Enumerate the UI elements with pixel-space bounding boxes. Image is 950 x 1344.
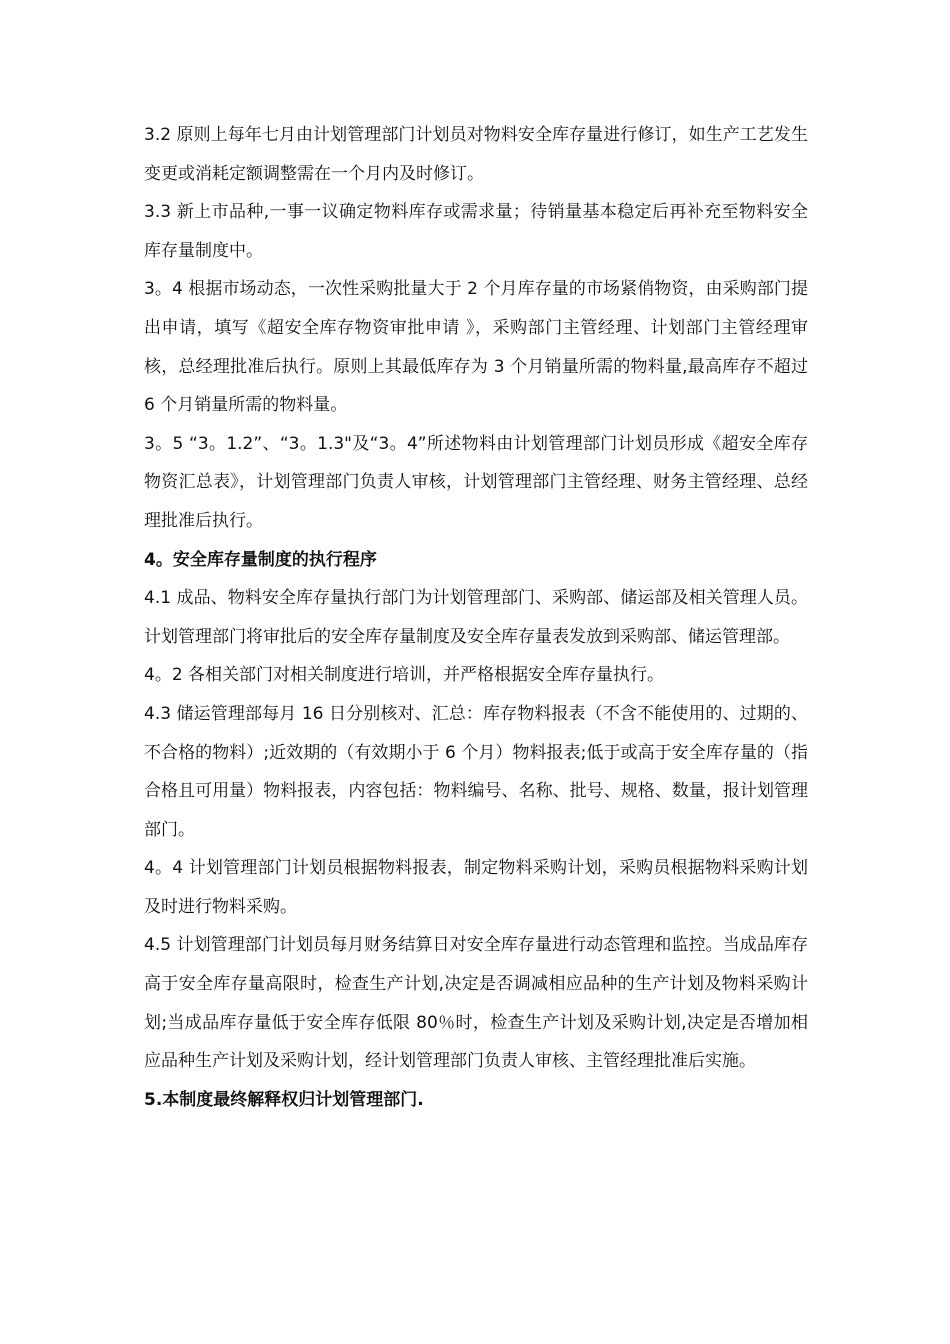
paragraph-3-4: 3。4 根据市场动态，一次性采购批量大于 2 个月库存量的市场紧俏物资，由采购部门提出申请，填写《超安全库存物资审批申请 》，采购部门主管经理、计划部门主管经理审核，总经理批准后执行。原则上其最低库存为 3 个月销量所需的物料量,最高库存不超过 6 个月销量所需的物料量。 <box>144 279 808 416</box>
document-body <box>144 116 808 1119</box>
paragraph-4-5: 4.5 计划管理部门计划员每月财务结算日对安全库存量进行动态管理和监控。当成品库存高于安全库存量高限时，检查生产计划,决定是否调减相应品种的生产计划及物料采购计划;当成品库存量低于安全库存低限 80％时，检查生产计划及采购计划,决定是否增加相应品种生产计划及采购计划，经计划管理部门负责人审核、主管经理批准后实施。 <box>144 935 808 1072</box>
paragraph-3-3: 3.3 新上市品种,一事一议确定物料库存或需求量；待销量基本稳定后再补充至物料安全库存量制度中。 <box>144 202 808 261</box>
paragraph-4-4: 4。4 计划管理部门计划员根据物料报表，制定物料采购计划，采购员根据物料采购计划及时进行物料采购。 <box>144 858 808 917</box>
paragraph-4-1: 4.1 成品、物料安全库存量执行部门为计划管理部门、采购部、储运部及相关管理人员。计划管理部门将审批后的安全库存量制度及安全库存量表发放到采购部、储运管理部。 <box>144 588 808 647</box>
section-heading-5: 5.本制度最终解释权归计划管理部门. <box>144 1089 424 1110</box>
section-heading-4: 4。安全库存量制度的执行程序 <box>144 549 377 570</box>
paragraph-3-5: 3。5 “3。1.2”、“3。1.3"及“3。4”所述物料由计划管理部门计划员形成《超安全库存物资汇总表》，计划管理部门负责人审核，计划管理部门主管经理、财务主管经理、总经理批准后执行。 <box>144 433 808 531</box>
paragraph-4-3: 4.3 储运管理部每月 16 日分别核对、汇总：库存物料报表（不含不能使用的、过期的、不合格的物料）;近效期的（有效期小于 6 个月）物料报表;低于或高于安全库存量的（指合格且可用量）物料报表，内容包括：物料编号、名称、批号、规格、数量，报计划管理部门。 <box>144 703 808 840</box>
paragraph-3-2: 3.2 原则上每年七月由计划管理部门计划员对物料安全库存量进行修订，如生产工艺发生变更或消耗定额调整需在一个月内及时修订。 <box>144 125 808 184</box>
paragraph-4-2: 4。2 各相关部门对相关制度进行培训，并严格根据安全库存量执行。 <box>144 665 665 686</box>
